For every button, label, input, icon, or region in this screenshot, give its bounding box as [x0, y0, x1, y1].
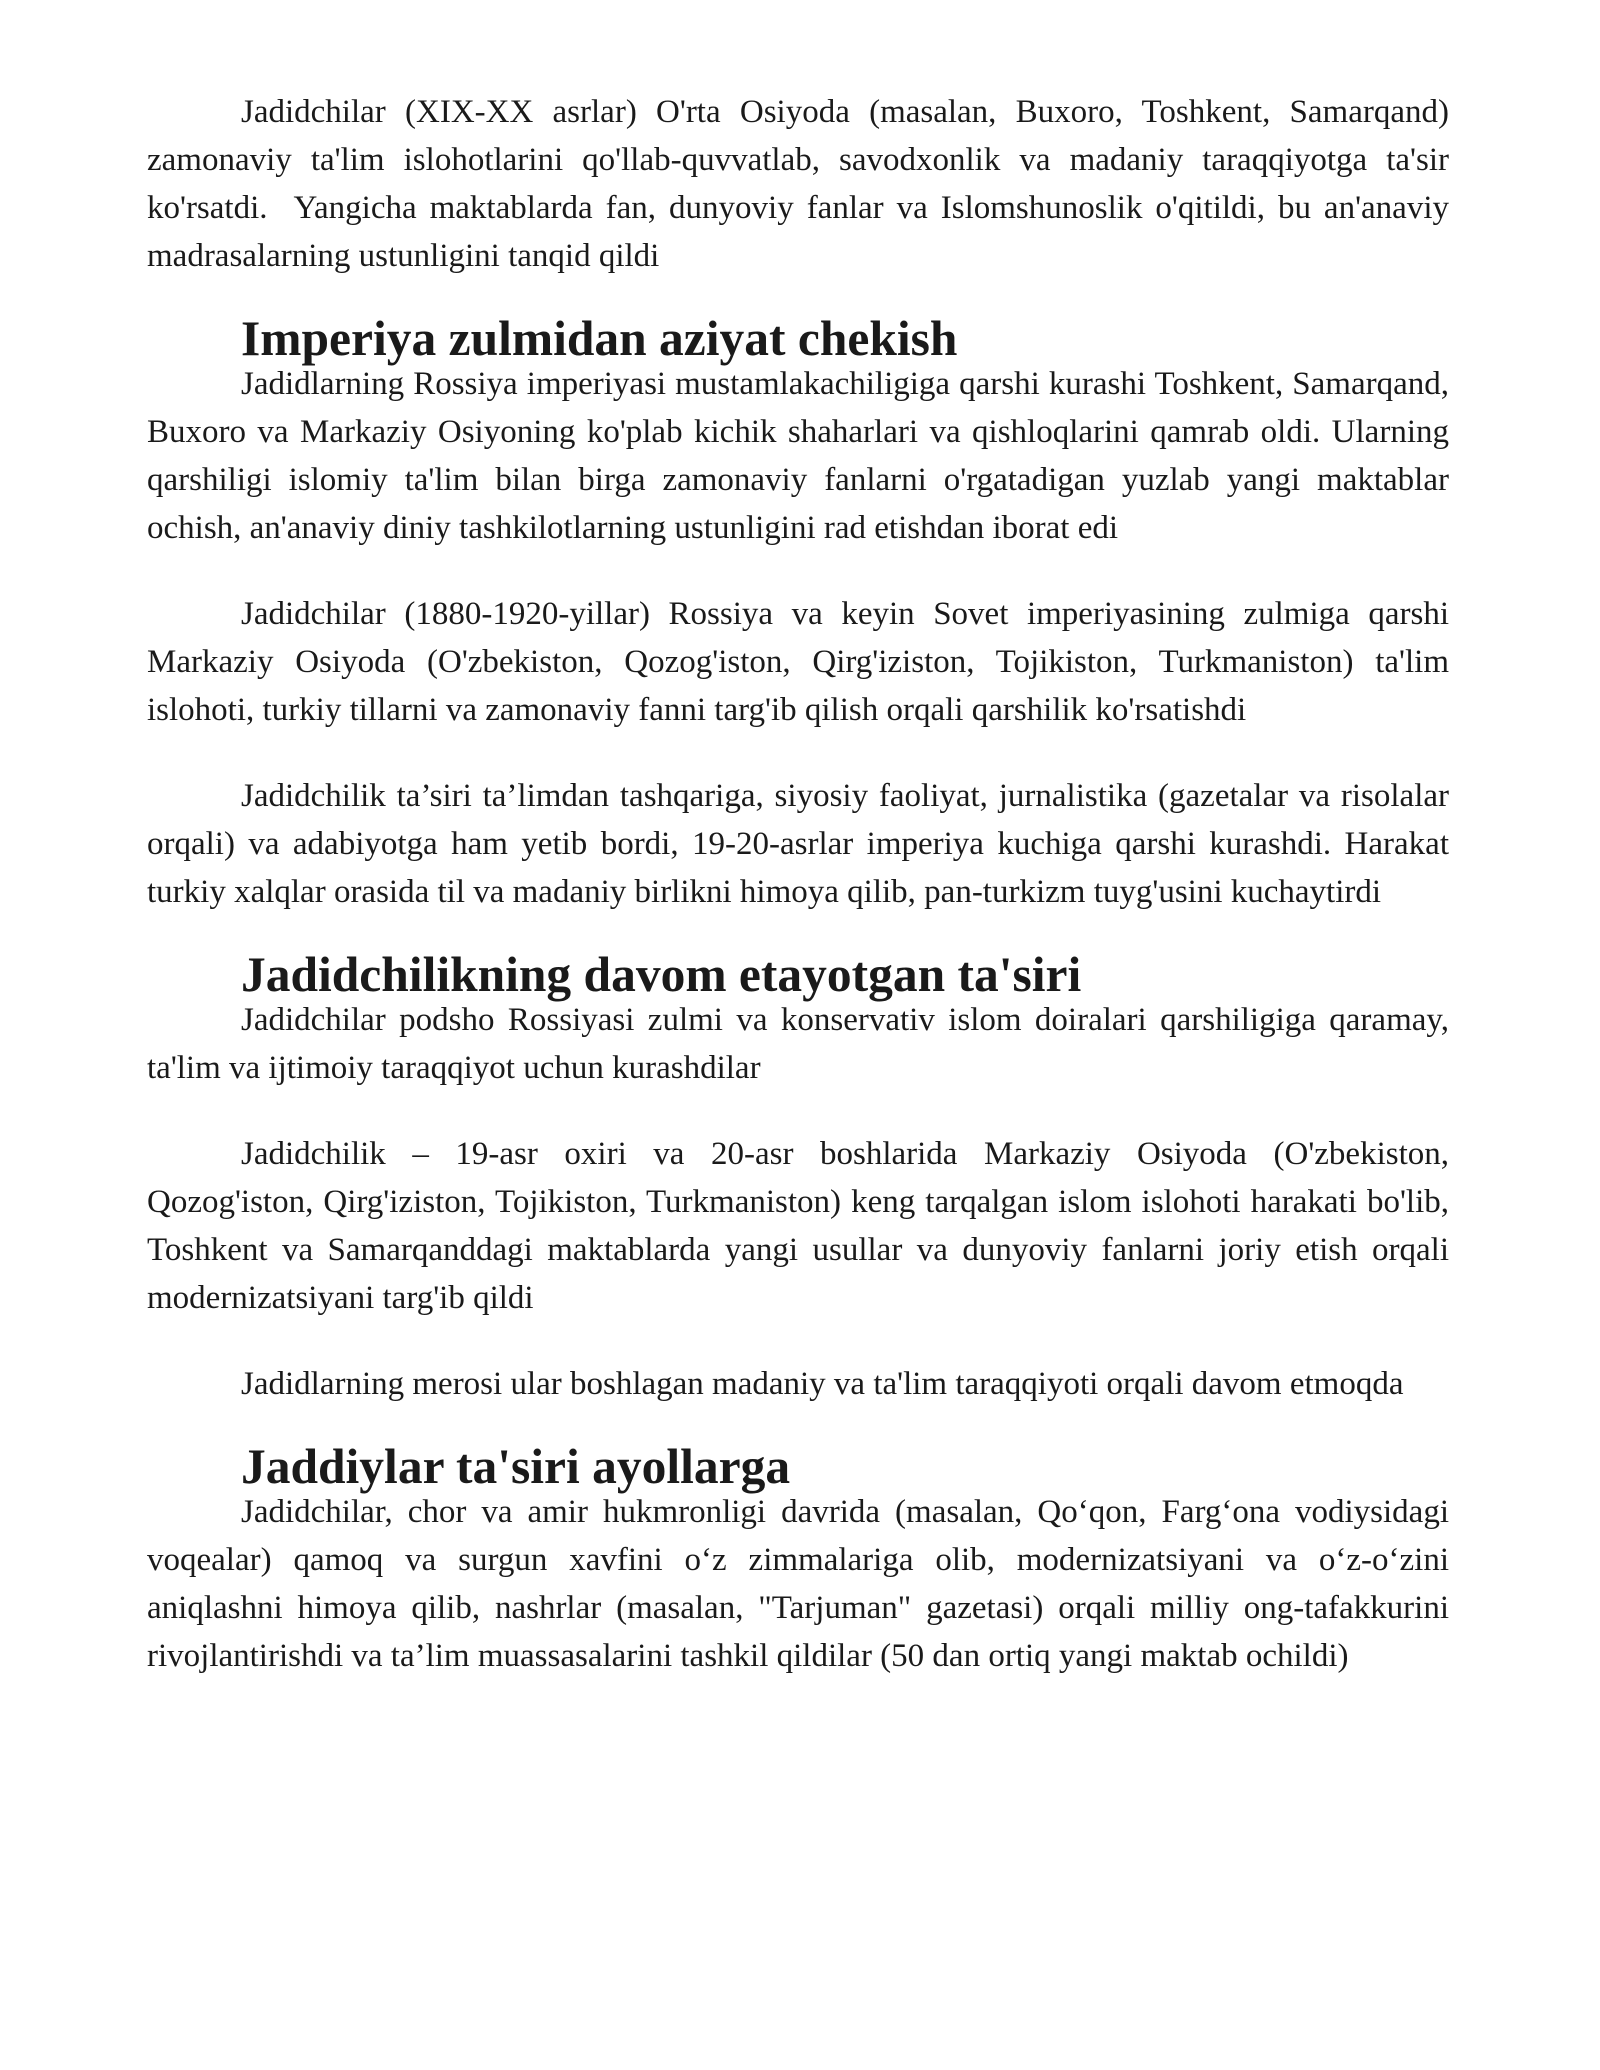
- paragraph-chor-va-amir: Jadidchilar, chor va amir hukmronligi davrida (masalan, Qo‘qon, Farg‘ona vodiysidagi voqealar) qamoq va surgun xavfini o‘z zimmalariga olib, modernizatsiyani va o‘z-o‘zini aniqlashni himoya qilib, nashrlar (masalan, "Tarjuman" gazetasi) orqali milliy ong-tafakkurini rivojlantirishdi va ta’lim muassasalarini tashkil qildilar (50 dan ortiq yangi maktab ochildi): [147, 1494, 1449, 1674]
- heading-davom-etayotgan-tasir: Jadidchilikning davom etayotgan ta'siri: [241, 947, 1082, 1002]
- paragraph-islom-islohoti: Jadidchilik – 19-asr oxiri va 20-asr boshlarida Markaziy Osiyoda (O'zbekiston, Qozog'iston, Qirg'iziston, Tojikiston, Turkmaniston) keng tarqalgan islom islohoti harakati bo'lib, Toshkent va Samarqanddagi maktablarda yangi usullar va dunyoviy fanlarni joriy etish orqali modernizatsiyani targ'ib qildi: [147, 1136, 1449, 1316]
- paragraph-jadidlar-merosi: Jadidlarning merosi ular boshlagan madaniy va ta'lim taraqqiyoti orqali davom etmoqda: [241, 1366, 1404, 1402]
- paragraph-rossiya-kurashi: Jadidlarning Rossiya imperiyasi mustamlakachiligiga qarshi kurashi Toshkent, Samarqand, Buxoro va Markaziy Osiyoning ko'plab kichik shaharlari va qishloqlarini qamrab oldi. Ularning qarshiligi islomiy ta'lim bilan birga zamonaviy fanlarni o'rgatadigan yuzlab yangi maktablar ochish, an'anaviy diniy tashkilotlarning ustunligini rad etishdan iborat edi: [147, 366, 1449, 546]
- paragraph-jadidchilar-qarshilik: Jadidchilar (1880-1920-yillar) Rossiya va keyin Sovet imperiyasining zulmiga qarshi Markaziy Osiyoda (O'zbekiston, Qozog'iston, Qirg'iziston, Tojikiston, Turkmaniston) ta'lim islohoti, turkiy tillarni va zamonaviy fanni targ'ib qilish orqali qarshilik ko'rsatishdi: [147, 596, 1449, 728]
- section-davom-etayotgan: [147, 947, 1449, 1092]
- paragraph-jadidchilik-tasiri: Jadidchilik ta’siri ta’limdan tashqariga, siyosiy faoliyat, jurnalistika (gazetalar va risolalar orqali) va adabiyotga ham yetib bordi, 19-20-asrlar imperiya kuchiga qarshi kurashdi. Harakat turkiy xalqlar orasida til va madaniy birlikni himoya qilib, pan-turkizm tuyg'usini kuchaytirdi: [147, 778, 1449, 910]
- heading-imperiya-zulmidan: Imperiya zulmidan aziyat chekish: [241, 311, 958, 366]
- document-page: [147, 88, 1449, 1718]
- section-ayollarga-tasir: [147, 1439, 1449, 1680]
- section-imperiya-zulmi: [147, 311, 1449, 552]
- heading-ayollarga-tasir: Jaddiylar ta'siri ayollarga: [241, 1439, 791, 1494]
- paragraph-podsho-rossiyasi: Jadidchilar podsho Rossiyasi zulmi va konservativ islom doiralari qarshiligiga qaramay, ta'lim va ijtimoiy taraqqiyot uchun kurashdilar: [147, 1002, 1449, 1086]
- paragraph-jadidchilar-taraqqiyot: Jadidchilar (XIX-XX asrlar) O'rta Osiyoda (masalan, Buxoro, Toshkent, Samarqand) zamonaviy ta'lim islohotlarini qo'llab-quvvatlab, savodxonlik va madaniy taraqqiyotga ta'sir ko'rsatdi. Yangicha maktablarda fan, dunyoviy fanlar va Islomshunoslik o'qitildi, bu an'anaviy madrasalarning ustunligini tanqid qildi: [147, 94, 1449, 274]
